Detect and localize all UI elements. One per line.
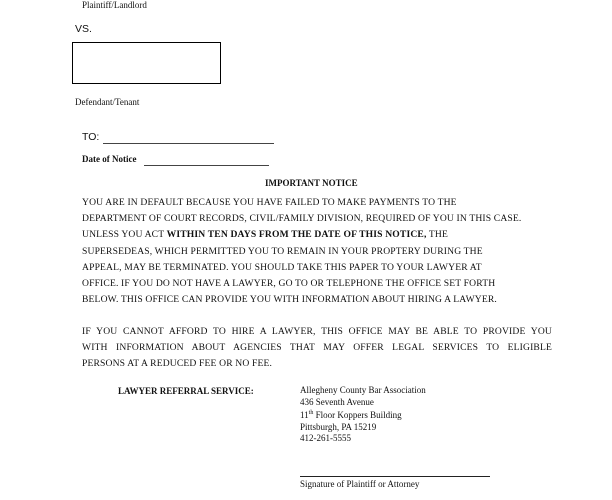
signature-label: Signature of Plaintiff or Attorney	[300, 479, 420, 489]
referral-address	[300, 385, 426, 445]
notice-title: IMPORTANT NOTICE	[265, 178, 358, 188]
signature-field[interactable]	[300, 476, 490, 477]
para1-line-4: SUPERSEDEAS, WHICH PERMITTED YOU TO REMAIN IN YOUR PROPTERY DURING THE	[82, 245, 483, 257]
para1-line-3-end: THE	[428, 229, 448, 241]
referral-floor-num: 11	[300, 410, 309, 420]
para1-line-3-start: UNLESS YOU ACT	[82, 229, 165, 241]
referral-floor	[300, 408, 426, 422]
defendant-name-field[interactable]	[72, 42, 221, 84]
para1-line-2: DEPARTMENT OF COURT RECORDS, CIVIL/FAMILY DIVISION, REQUIRED OF YOU IN THIS CASE.	[82, 213, 522, 225]
referral-floor-sup: th	[308, 410, 314, 416]
referral-city: Pittsburgh, PA 15219	[300, 421, 377, 432]
referral-phone: 412-261-5555	[300, 433, 351, 443]
para1-deadline-emphasis: WITHIN TEN DAYS FROM THE DATE OF THIS NOTICE,	[166, 229, 427, 241]
to-label: TO:	[82, 131, 100, 143]
para2-line-1: IF YOU CANNOT AFFORD TO HIRE A LAWYER, THIS OFFICE MAY BE ABLE TO PROVIDE YOU	[82, 326, 552, 337]
notice-paragraph-2	[82, 324, 552, 356]
referral-org: Allegheny County Bar Association	[300, 385, 426, 395]
para2-line-3: PERSONS AT A REDUCED FEE OR NO FEE.	[82, 358, 273, 369]
date-of-notice-field[interactable]	[144, 153, 269, 166]
para1-line-5: APPEAL, MAY BE TERMINATED. YOU SHOULD TAKE THIS PAPER TO YOUR LAWYER AT	[82, 261, 482, 273]
to-field[interactable]	[103, 131, 274, 144]
date-of-notice-label: Date of Notice	[82, 154, 137, 164]
notice-paragraph-1	[82, 195, 552, 308]
plaintiff-label: Plaintiff/Landlord	[82, 0, 147, 10]
para1-line-1: YOU ARE IN DEFAULT BECAUSE YOU HAVE FAILED TO MAKE PAYMENTS TO THE	[82, 197, 457, 208]
defendant-label: Defendant/Tenant	[75, 97, 140, 107]
referral-label: LAWYER REFERRAL SERVICE:	[118, 386, 254, 396]
para2-line-2: WITH INFORMATION ABOUT AGENCIES THAT MAY OFFER LEGAL SERVICES TO ELIGIBLE	[82, 342, 552, 354]
para1-line-7: BELOW. THIS OFFICE CAN PROVIDE YOU WITH INFORMATION ABOUT HIRING A LAWYER.	[82, 294, 497, 306]
para1-line-3	[82, 227, 552, 243]
vs-label: VS.	[75, 23, 92, 35]
referral-floor-rest: Floor Koppers Building	[313, 410, 402, 420]
referral-street: 436 Seventh Avenue	[300, 396, 374, 407]
para1-line-6: OFFICE. IF YOU DO NOT HAVE A LAWYER, GO TO OR TELEPHONE THE OFFICE SET FORTH	[82, 278, 496, 290]
